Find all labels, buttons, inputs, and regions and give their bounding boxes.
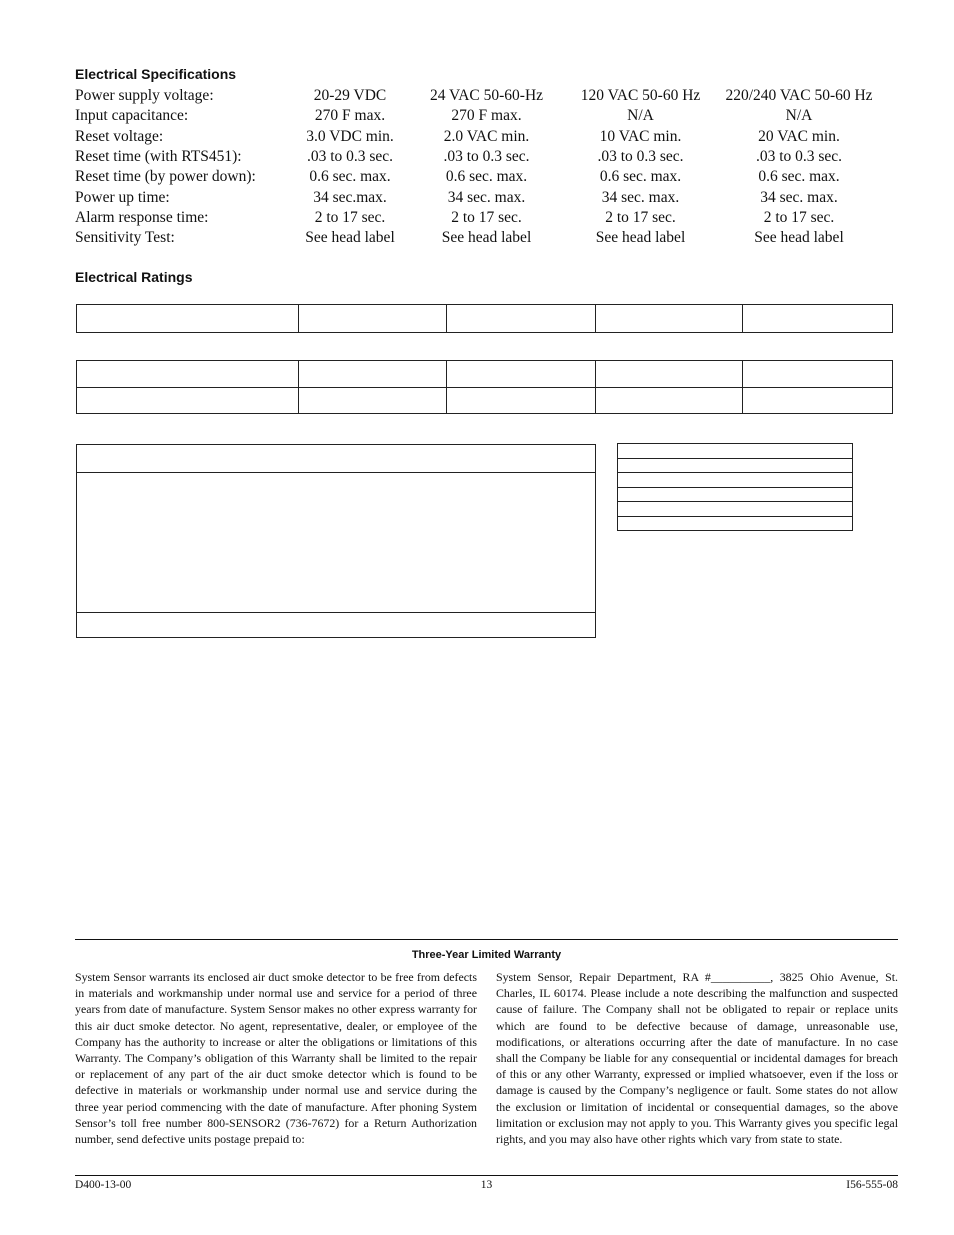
table-row xyxy=(77,387,893,414)
footer-divider xyxy=(75,1175,898,1176)
spec-row xyxy=(75,208,890,228)
electrical-ratings-table-header xyxy=(76,304,893,333)
electrical-specifications-heading: Electrical Specifications xyxy=(75,66,237,82)
spec-label: Sensitivity Test: xyxy=(75,229,175,247)
spec-value-120vac: 34 sec. max. xyxy=(601,188,680,206)
table-row xyxy=(77,361,893,388)
table-row xyxy=(77,305,893,333)
spec-label: Reset voltage: xyxy=(75,127,164,145)
spec-value-220vac: 2 to 17 sec. xyxy=(763,208,835,226)
table-cell xyxy=(77,361,299,388)
warranty-heading: Three-Year Limited Warranty xyxy=(411,949,562,961)
table-cell xyxy=(299,361,447,388)
table-cell xyxy=(618,473,853,488)
spec-value-220vac: 220/240 VAC 50-60 Hz xyxy=(725,87,873,105)
table-cell xyxy=(596,387,743,414)
warranty-text-right: System Sensor, Repair Department, RA #__________, 3825 Ohio Avenue, St. Charles, IL 60174. Please include a note describing the malfunction and suspected cause of failure. The Company shall not be obligated to repair or replace units which are found to be defective because of damage, unreasonable use, modifications, or alterations occurring after the date of manufacture. In no case shall the Company be liable for any consequential or incidental damages for breach of this or any other Warranty, expressed or implied whatsoever, even if the loss or damage is caused by the Company’s negligence or fault. Some states do not allow the exclusion or limitation of incidental or consequential damages, so the above limitation or exclusion may not apply to you. This Warranty gives you specific legal rights, and you may also have other rights which vary from state to state. xyxy=(496,970,898,1147)
auxiliary-ratings-table xyxy=(617,443,853,531)
spec-value-220vac: 34 sec. max. xyxy=(760,188,838,206)
spec-label: Reset time (with RTS451): xyxy=(75,148,242,166)
spec-row xyxy=(75,147,890,167)
spec-value-120vac: 120 VAC 50-60 Hz xyxy=(580,87,701,105)
document-number: D400-13-00 xyxy=(75,1179,132,1191)
table-cell xyxy=(618,502,853,517)
table-cell xyxy=(618,458,853,473)
table-cell xyxy=(299,305,447,333)
table-cell xyxy=(743,387,893,414)
warranty-text-left: System Sensor warrants its enclosed air duct smoke detector to be free from defects in materials and workmanship under normal use and service for a period of three years from date of manufacture. System Sensor makes no other express warranty for this air duct smoke detector. No agent, representative, dealer, or employee of the Company has the authority to increase or alter the obligations or limitations of this Warranty. The Company’s obligation of this Warranty shall be limited to the repair or replacement of any part of the air duct smoke detector which is found to be defective in materials or workmanship under normal use and service during the three year period commencing with the date of manufacture. After phoning System Sensor’s toll free number 800-SENSOR2 (736-7672) for a Return Authorization number, send defective units postage prepaid to: xyxy=(75,970,477,1147)
spec-label: Alarm response time: xyxy=(75,208,209,226)
spec-value-120vac: .03 to 0.3 sec. xyxy=(597,148,684,166)
warranty-divider xyxy=(75,939,898,940)
spec-value-120vac: 0.6 sec. max. xyxy=(599,168,682,186)
spec-row xyxy=(75,187,890,207)
spec-value-24vac: 34 sec. max. xyxy=(447,188,526,206)
table-cell xyxy=(77,305,299,333)
table-cell xyxy=(596,361,743,388)
table-row xyxy=(618,444,853,459)
table-cell xyxy=(447,305,596,333)
table-row xyxy=(618,458,853,473)
table-cell xyxy=(743,305,893,333)
spec-value-220vac: 20 VAC min. xyxy=(758,127,840,145)
spec-value-dc: .03 to 0.3 sec. xyxy=(306,148,394,166)
spec-value-220vac: .03 to 0.3 sec. xyxy=(755,148,843,166)
spec-value-dc: 3.0 VDC min. xyxy=(306,127,394,145)
table-cell xyxy=(447,387,596,414)
table-cell xyxy=(618,487,853,502)
spec-value-220vac: See head label xyxy=(754,229,844,247)
table-row xyxy=(618,502,853,517)
table-cell xyxy=(743,361,893,388)
spec-value-120vac: See head label xyxy=(595,229,686,247)
spec-value-dc: 0.6 sec. max. xyxy=(309,168,391,186)
table-cell xyxy=(77,387,299,414)
box-divider xyxy=(77,472,595,473)
table-cell xyxy=(618,516,853,531)
spec-value-24vac: 2 to 17 sec. xyxy=(451,208,522,226)
table-row xyxy=(618,516,853,531)
spec-value-220vac: 0.6 sec. max. xyxy=(758,168,840,186)
manual-number: I56-555-08 xyxy=(846,1179,898,1191)
box-divider xyxy=(77,612,595,613)
table-cell xyxy=(618,444,853,459)
contact-ratings-box xyxy=(76,444,596,638)
spec-value-220vac: N/A xyxy=(785,107,813,125)
spec-row xyxy=(75,86,890,106)
spec-label: Power up time: xyxy=(75,188,170,206)
spec-value-24vac: 24 VAC 50-60-Hz xyxy=(429,87,544,105)
spec-label: Power supply voltage: xyxy=(75,87,214,105)
spec-value-dc: See head label xyxy=(305,229,395,247)
spec-value-24vac: 2.0 VAC min. xyxy=(443,127,530,145)
table-row xyxy=(618,487,853,502)
electrical-ratings-table-body xyxy=(76,360,893,414)
spec-value-dc: 2 to 17 sec. xyxy=(314,208,386,226)
spec-value-24vac: 270 F max. xyxy=(451,107,522,125)
spec-row xyxy=(75,167,890,187)
spec-value-dc: 34 sec.max. xyxy=(313,188,387,206)
spec-value-120vac: 10 VAC min. xyxy=(599,127,682,145)
page-number: 13 xyxy=(480,1179,493,1191)
table-cell xyxy=(447,361,596,388)
spec-value-24vac: 0.6 sec. max. xyxy=(445,168,528,186)
spec-row xyxy=(75,228,890,248)
electrical-ratings-heading: Electrical Ratings xyxy=(75,269,193,285)
spec-value-120vac: 2 to 17 sec. xyxy=(605,208,676,226)
spec-value-dc: 270 F max. xyxy=(314,107,386,125)
spec-value-24vac: .03 to 0.3 sec. xyxy=(443,148,530,166)
electrical-specifications-table xyxy=(75,86,890,248)
table-row xyxy=(618,473,853,488)
spec-row xyxy=(75,106,890,126)
spec-value-24vac: See head label xyxy=(441,229,532,247)
table-cell xyxy=(596,305,743,333)
spec-value-120vac: N/A xyxy=(627,107,654,125)
spec-row xyxy=(75,127,890,147)
table-cell xyxy=(299,387,447,414)
spec-label: Input capacitance: xyxy=(75,107,189,125)
spec-label: Reset time (by power down): xyxy=(75,168,256,186)
spec-value-dc: 20-29 VDC xyxy=(313,87,387,105)
